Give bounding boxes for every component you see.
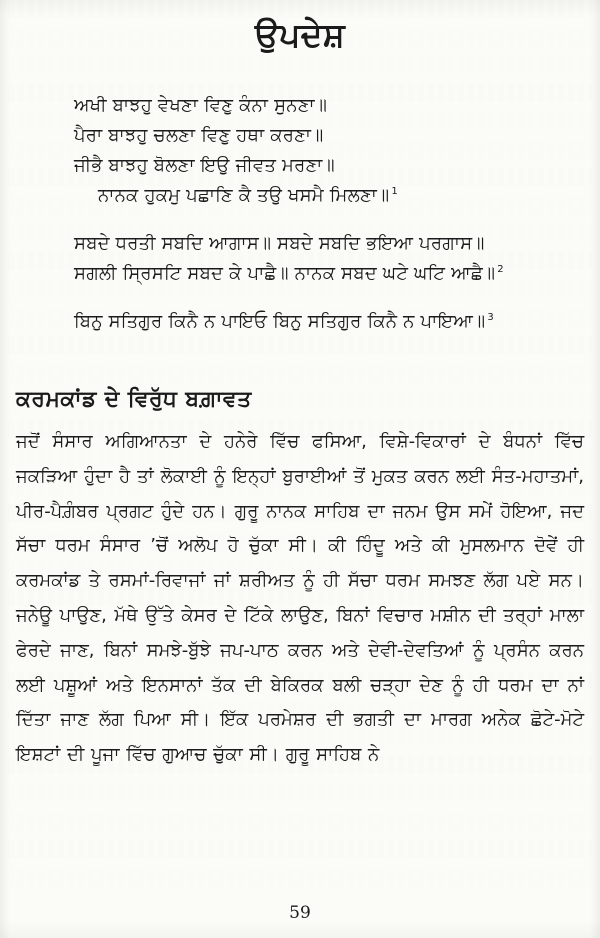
page-number: 59 — [289, 903, 311, 923]
reference-marker: 1 — [391, 186, 398, 197]
stanza-gap — [16, 289, 584, 307]
verse-line: ਸਬਦੇ ਧਰਤੀ ਸਬਦਿ ਆਗਾਸ॥ ਸਬਦੇ ਸਬਦਿ ਭਇਆ ਪਰਗਾਸ॥ — [74, 233, 485, 254]
section-heading: ਕਰਮਕਾਂਡ ਦੇ ਵਿਰੁੱਧ ਬਗ਼ਾਵਤ — [16, 387, 252, 412]
stanza-gap — [16, 211, 584, 229]
verse-group — [16, 229, 584, 289]
verse-group — [16, 307, 584, 337]
verse-line: ਪੈਰਾ ਬਾਝਹੁ ਚਲਣਾ ਵਿਣੁ ਹਥਾ ਕਰਣਾ॥ — [74, 125, 324, 146]
verse-group — [16, 91, 584, 211]
show-through-line — [8, 868, 592, 886]
reference-marker: 2 — [497, 264, 504, 275]
verse-block — [16, 91, 584, 337]
verse-line: ਨਾਨਕ ਹੁਕਮੁ ਪਛਾਣਿ ਕੈ ਤਉ ਖਸਮੈ ਮਿਲਣਾ॥ $^1$ — [98, 185, 398, 206]
verse-line: ਬਿਨੁ ਸਤਿਗੁਰ ਕਿਨੈ ਨ ਪਾਇਓ ਬਿਨੁ ਸਤਿਗੁਰ ਕਿਨੈ ਨ ਪਾਇਆ॥ $^3$ — [74, 311, 494, 332]
page-content — [16, 0, 584, 773]
verse-line: ਸਗਲੀ ਸ੍ਰਿਸਟਿ ਸਬਦ ਕੇ ਪਾਛੈ॥ ਨਾਨਕ ਸਬਦ ਘਟੇ ਘਟਿ ਆਛੈ॥ $^2$ — [74, 263, 504, 284]
verse-line: ਅਖੀ ਬਾਝਹੁ ਵੇਖਣਾ ਵਿਣੁ ਕੰਨਾ ਸੁਨਣਾ॥ — [74, 95, 328, 116]
show-through-line — [8, 840, 592, 858]
body-paragraph: ਜਦੋਂ ਸੰਸਾਰ ਅਗਿਆਨਤਾ ਦੇ ਹਨੇਰੇ ਵਿੱਚ ਫਸਿਆ, ਵਿਸ਼ੇ-ਵਿਕਾਰਾਂ ਦੇ ਬੰਧਨਾਂ ਵਿੱਚ ਜਕੜਿਆ ਹੁੰਦਾ ਹੈ ਤਾਂ ਲੋਕਾਈ ਨੂੰ ਇਨ੍ਹਾਂ ਬੁਰਾਈਆਂ ਤੋਂ ਮੁਕਤ ਕਰਨ ਲਈ ਸੰਤ-ਮਹਾਤਮਾਂ, ਪੀਰ-ਪੈਗ਼ੰਬਰ ਪ੍ਰਗਟ ਹੁੰਦੇ ਹਨ। ਗੁਰੂ ਨਾਨਕ ਸਾਹਿਬ ਦਾ ਜਨਮ ਉਸ ਸਮੇਂ ਹੋਇਆ, ਜਦ ਸੱਚਾ ਧਰਮ ਸੰਸਾਰ ’ਚੋਂ ਅਲੋਪ ਹੋ ਚੁੱਕਾ ਸੀ। ਕੀ ਹਿੰਦੂ ਅਤੇ ਕੀ ਮੁਸਲਮਾਨ ਦੋਵੇਂ ਹੀ ਕਰਮਕਾਂਡ ਤੇ ਰਸਮਾਂ-ਰਿਵਾਜਾਂ ਜਾਂ ਸ਼ਰੀਅਤ ਨੂੰ ਹੀ ਸੱਚਾ ਧਰਮ ਸਮਝਣ ਲੱਗ ਪਏ ਸਨ। ਜਨੇਊ ਪਾਉਣ, ਮੱਥੇ ਉੱਤੇ ਕੇਸਰ ਦੇ ਟਿੱਕੇ ਲਾਉਣ, ਬਿਨਾਂ ਵਿਚਾਰ ਮਸ਼ੀਨ ਦੀ ਤਰ੍ਹਾਂ ਮਾਲਾ ਫੇਰਦੇ ਜਾਣ, ਬਿਨਾਂ ਸਮਝੇ-ਬੁੱਝੇ ਜਪ-ਪਾਠ ਕਰਨ ਅਤੇ ਦੇਵੀ-ਦੇਵਤਿਆਂ ਨੂੰ ਪ੍ਰਸੰਨ ਕਰਨ ਲਈ ਪਸ਼ੂਆਂ ਅਤੇ ਇਨਸਾਨਾਂ ਤੱਕ ਦੀ ਬੇਕਿਰਕ ਬਲੀ ਚੜ੍ਹਾ ਦੇਣ ਨੂੰ ਹੀ ਧਰਮ ਦਾ ਨਾਂ ਦਿੱਤਾ ਜਾਣ ਲੱਗ ਪਿਆ ਸੀ। ਇੱਕ ਪਰਮੇਸ਼ਰ ਦੀ ਭਗਤੀ ਦਾ ਮਾਰਗ ਅਨੇਕ ਛੋਟੇ-ਮੋਟੇ ਇਸ਼ਟਾਂ ਦੀ ਪੂਜਾ ਵਿੱਚ ਗੁਆਚ ਚੁੱਕਾ ਸੀ। ਗੁਰੂ ਸਾਹਿਬ ਨੇ — [16, 431, 584, 766]
page-title: ਉਪਦੇਸ਼ — [254, 15, 346, 54]
show-through-line — [8, 784, 592, 802]
reference-marker: 3 — [487, 312, 494, 323]
verse-line: ਜੀਭੈ ਬਾਝਹੁ ਬੋਲਣਾ ਇਉ ਜੀਵਤ ਮਰਣਾ॥ — [74, 155, 335, 176]
show-through-line — [8, 812, 592, 830]
